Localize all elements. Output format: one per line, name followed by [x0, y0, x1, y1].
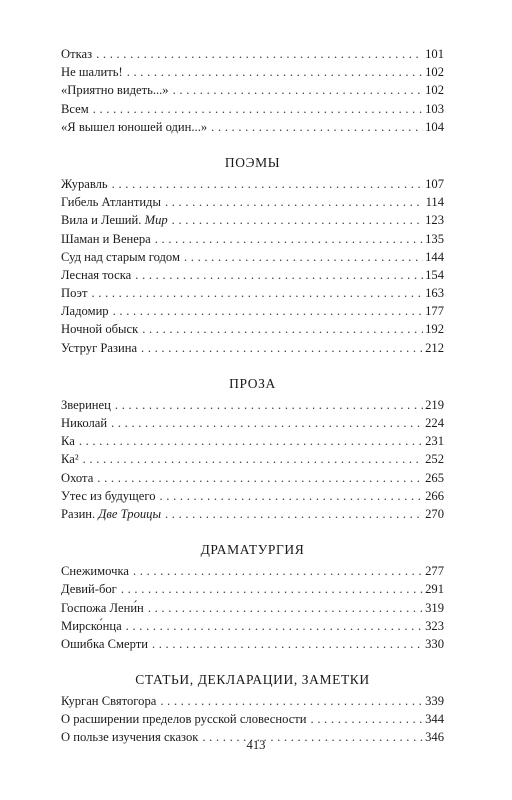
toc-entry: [61, 617, 444, 635]
toc-entry: [61, 469, 444, 487]
dot-leader: [91, 284, 423, 302]
entry-title: [61, 562, 129, 580]
toc-entry: [61, 580, 444, 598]
toc-entry: [61, 230, 444, 248]
toc-entry: [61, 505, 444, 523]
dot-leader: [148, 599, 423, 617]
dot-leader: [173, 81, 424, 99]
toc-section: [61, 669, 444, 747]
entry-page-number: 177: [425, 304, 444, 319]
toc-entry: [61, 284, 444, 302]
entry-title: [61, 692, 156, 710]
entry-page-number: 270: [425, 506, 444, 521]
entry-title: [61, 487, 156, 505]
entry-title-text: Шаман и Венера: [61, 231, 151, 246]
entry-title: [61, 339, 137, 357]
dot-leader: [155, 230, 423, 248]
toc-entry: [61, 487, 444, 505]
toc-entry-list: [61, 45, 444, 136]
entry-title: [61, 284, 87, 302]
dot-leader: [115, 396, 423, 414]
entry-title-text: Николай: [61, 416, 108, 430]
dot-leader: [160, 487, 424, 505]
dot-leader: [112, 175, 423, 193]
dot-leader: [121, 580, 423, 598]
dot-leader: [97, 469, 423, 487]
dot-leader: [83, 450, 424, 468]
entry-page-number: 266: [425, 488, 444, 503]
entry-title-text: Журавль: [61, 176, 108, 191]
dot-leader: [160, 692, 423, 710]
dot-leader: [211, 118, 423, 136]
entry-title-text: Ка: [61, 434, 75, 449]
entry-page-number: 102: [425, 65, 444, 80]
entry-title: [61, 266, 131, 284]
entry-page-number: 103: [425, 101, 444, 116]
entry-title: [61, 617, 122, 635]
entry-title-text: Зверинец: [61, 397, 111, 412]
section-heading: ДРАМАТУРГИЯ: [200, 542, 305, 558]
entry-title-text: Охота: [61, 470, 94, 485]
toc-entry: [61, 562, 444, 580]
entry-title-text: Поэт: [61, 286, 88, 301]
entry-page-number: 224: [425, 416, 444, 430]
entry-title-text: Ночной обыск: [61, 322, 139, 337]
dot-leader: [184, 248, 423, 266]
toc-entry: [61, 63, 444, 81]
toc-section: [61, 539, 444, 653]
toc-entry: [61, 396, 444, 414]
toc-entry: [61, 320, 444, 338]
entry-title-text: Гибель Атлантиды: [61, 195, 161, 210]
entry-page-number: 104: [425, 119, 444, 134]
entry-title-text: Госпожа Лени́н: [61, 600, 144, 615]
entry-page-number: 163: [425, 286, 444, 301]
entry-title-text: Суд над старым годом: [61, 249, 180, 264]
dot-leader: [113, 302, 424, 320]
entry-title-text: Ладомир: [61, 304, 109, 319]
entry-page-number: 346: [425, 730, 444, 745]
entry-title-text: Снежимочка: [61, 564, 129, 579]
entry-title: [61, 211, 168, 229]
section-heading: ПОЭМЫ: [224, 154, 281, 170]
toc-entry: [61, 45, 444, 63]
entry-title: [61, 469, 93, 487]
entry-title: [61, 248, 180, 266]
entry-title: [61, 45, 92, 63]
entry-page-number: 135: [425, 231, 444, 246]
toc-entry: [61, 118, 444, 136]
entry-page-number: 154: [425, 267, 444, 282]
entry-page-number: 107: [425, 176, 444, 191]
entry-title: [61, 63, 123, 81]
entry-title: [61, 599, 144, 617]
toc-entry: [61, 339, 444, 357]
toc-entry: [61, 175, 444, 193]
dot-leader: [165, 505, 423, 523]
dot-leader: [141, 339, 423, 357]
entry-title: [61, 118, 207, 136]
entry-page-number: 252: [425, 452, 444, 467]
entry-title: [61, 193, 161, 211]
toc-entry: [61, 100, 444, 118]
entry-title-text: Утес из будущего: [61, 488, 156, 503]
dot-leader: [126, 617, 423, 635]
table-of-contents: [61, 36, 444, 747]
entry-title-text: Всем: [61, 101, 89, 116]
entry-title: [61, 302, 109, 320]
entry-page-number: 330: [425, 636, 444, 651]
dot-leader: [127, 63, 423, 81]
toc-entry-list: [61, 396, 444, 523]
entry-title-text: О пользе изучения сказок: [61, 730, 199, 745]
entry-title-text: «Приятно видеть...»: [61, 83, 169, 98]
entry-title: [61, 580, 117, 598]
toc-entry: [61, 211, 444, 229]
toc-entry: [61, 266, 444, 284]
toc-entry: [61, 635, 444, 653]
entry-title-text: Ка²: [61, 452, 79, 467]
entry-title-text: Курган Святогора: [61, 694, 157, 709]
entry-page-number: 231: [425, 434, 444, 449]
section-heading: СТАТЬИ, ДЕКЛАРАЦИИ, ЗАМЕТКИ: [135, 672, 370, 688]
toc-entry: [61, 692, 444, 710]
dot-leader: [135, 266, 423, 284]
entry-page-number: 144: [425, 249, 444, 264]
toc-section: [61, 373, 444, 523]
entry-title-text: Не шалить!: [61, 65, 123, 80]
entry-title-text: Девий-бог: [61, 582, 117, 597]
entry-title: [61, 100, 89, 118]
toc-entry: [61, 432, 444, 450]
entry-title: [61, 450, 79, 468]
toc-entry: [61, 710, 444, 728]
entry-title-text: Мирско́нца: [61, 618, 122, 633]
entry-page-number: 339: [425, 694, 444, 709]
entry-title: [61, 710, 307, 728]
entry-title-italic: Две Троицы: [98, 506, 161, 521]
entry-title-text: Уструг Разина: [61, 340, 138, 355]
dot-leader: [142, 320, 423, 338]
dot-leader: [311, 710, 424, 728]
entry-page-number: 265: [425, 470, 444, 485]
toc-entry: [61, 248, 444, 266]
toc-entry-list: [61, 562, 444, 653]
entry-title-italic: Мир: [144, 213, 168, 228]
toc-entry: [61, 193, 444, 211]
toc-entry: [61, 450, 444, 468]
entry-page-number: 102: [425, 83, 444, 98]
entry-page-number: 114: [425, 195, 444, 210]
dot-leader: [96, 45, 423, 63]
toc-section: [61, 45, 444, 136]
section-heading: ПРОЗА: [229, 375, 276, 391]
entry-page-number: 123: [425, 213, 444, 228]
toc-entry: [61, 81, 444, 99]
entry-title-text: Ошибка Смерти: [61, 636, 148, 651]
entry-title: [61, 505, 161, 523]
toc-entry: [61, 302, 444, 320]
dot-leader: [79, 432, 423, 450]
entry-title-text: Разин.: [61, 506, 99, 521]
entry-title-text: Отказ: [61, 47, 93, 61]
entry-page-number: 212: [425, 340, 444, 355]
entry-title-text: О расширении пределов русской словесности: [61, 712, 307, 727]
toc-section: [61, 152, 444, 357]
entry-page-number: 323: [425, 618, 444, 633]
entry-title: [61, 320, 138, 338]
dot-leader: [111, 414, 423, 432]
entry-page-number: 291: [425, 582, 444, 597]
dot-leader: [133, 562, 423, 580]
entry-title: [61, 432, 75, 450]
entry-title: [61, 414, 107, 432]
dot-leader: [172, 211, 423, 229]
entry-title-text: Вила и Леший.: [61, 213, 145, 228]
entry-page-number: 344: [425, 712, 444, 727]
entry-title-text: «Я вышел юношей один...»: [61, 119, 208, 134]
toc-entry: [61, 599, 444, 617]
entry-title: [61, 230, 151, 248]
entry-title: [61, 635, 148, 653]
entry-title: [61, 175, 108, 193]
page-number: 413: [246, 738, 266, 752]
dot-leader: [93, 100, 423, 118]
toc-entry-list: [61, 175, 444, 357]
entry-page-number: 319: [425, 600, 444, 615]
entry-page-number: 101: [425, 47, 444, 61]
entry-page-number: 219: [425, 397, 444, 412]
entry-page-number: 192: [425, 322, 444, 337]
entry-title: [61, 396, 111, 414]
dot-leader: [165, 193, 424, 211]
dot-leader: [152, 635, 423, 653]
entry-title: [61, 81, 169, 99]
entry-title-text: Лесная тоска: [61, 267, 132, 282]
toc-entry: [61, 414, 444, 432]
entry-page-number: 277: [425, 564, 444, 579]
